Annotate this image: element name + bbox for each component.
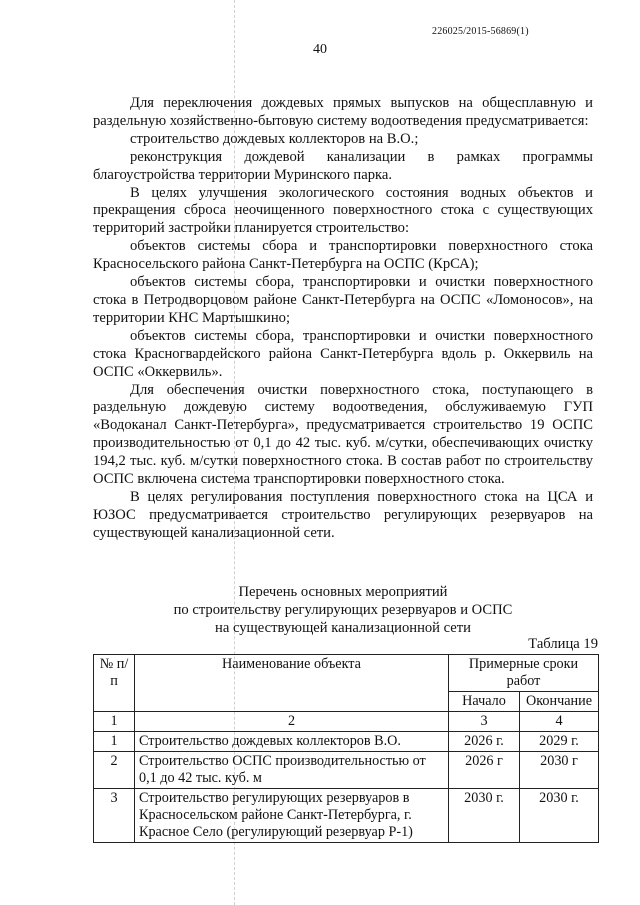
row-end: 2029 г. (520, 732, 599, 752)
row-end: 2030 г (520, 752, 599, 789)
page-number: 40 (313, 42, 327, 57)
table-column-numbers (94, 712, 599, 732)
paragraph: Для обеспечения очистки поверхностного стока, поступающего в раздельную дождевую систему водоотведения, обслуживаемую ГУП «Водоканал Санкт-Петербурга», предусматривается строительство 19 ОСПС производительностью от 0,1 до 42 тыс. куб. м/сутки, обеспечивающих очистку 194,2 тыс. куб. м/сутки поверхностного стока. В состав работ по строительству ОСПС включена система транспортировки поверхностного стока. (93, 381, 593, 488)
table-row (94, 789, 599, 843)
header-end: Окончание (520, 692, 599, 712)
document-number: 226025/2015-56869(1) (432, 26, 529, 37)
row-name: Строительство ОСПС производительностью от 0,1 до 42 тыс. куб. м (135, 752, 449, 789)
table-label: Таблица 19 (528, 636, 598, 652)
column-number: 4 (520, 712, 599, 732)
row-num: 1 (94, 732, 135, 752)
measures-table (93, 654, 599, 843)
paragraph: В целях регулирования поступления поверхностного стока на ЦСА и ЮЗОС предусматривается строительство регулирующих резервуаров на существующей канализационной сети. (93, 488, 593, 541)
row-start: 2026 г. (449, 732, 520, 752)
paragraph: строительство дождевых коллекторов на В.О.; (130, 130, 419, 147)
paragraph: объектов системы сбора, транспортировки и очистки поверхностного стока в Петродворцовом районе Санкт-Петербурга на ОСПС «Ломоносов», на территории КНС Мартышкино; (93, 274, 593, 326)
column-number: 1 (94, 712, 135, 732)
column-number: 2 (135, 712, 449, 732)
paragraph: объектов системы сбора и транспортировки поверхностного стока Красносельского района Санкт-Петербурга на ОСПС (КрСА); (93, 238, 593, 273)
table-header-row (94, 655, 599, 692)
paragraph: Для переключения дождевых прямых выпусков на общесплавную и раздельную хозяйственно-бытовую систему водоотведения предусматривается: (93, 95, 593, 129)
row-start: 2030 г. (449, 789, 520, 843)
list-title-line: на существующей канализационной сети (215, 620, 471, 636)
list-title-line: Перечень основных мероприятий (238, 584, 448, 600)
column-number: 3 (449, 712, 520, 732)
row-end: 2030 г. (520, 789, 599, 843)
row-num: 2 (94, 752, 135, 789)
row-num: 3 (94, 789, 135, 843)
table-row (94, 732, 599, 752)
list-title (93, 583, 593, 637)
list-title-line: по строительству регулирующих резервуаров и ОСПС (173, 602, 513, 618)
table-row (94, 752, 599, 789)
paragraph: реконструкция дождевой канализации в рамках программы благоустройства территории Муринского парка. (93, 148, 593, 183)
row-start: 2026 г (449, 752, 520, 789)
row-name: Строительство дождевых коллекторов В.О. (135, 732, 449, 752)
header-terms: Примерные сроки работ (449, 655, 599, 692)
paragraph: В целях улучшения экологического состояния водных объектов и прекращения сброса неочищенного поверхностного стока с существующих территорий застройки планируется строительство: (93, 184, 593, 237)
header-name: Наименование объекта (135, 655, 449, 712)
header-start: Начало (449, 692, 520, 712)
body-text (93, 95, 593, 543)
paragraph: объектов системы сбора, транспортировки и очистки поверхностного стока Красногвардейского района Санкт-Петербурга вдоль р. Оккервиль на ОСПС «Оккервиль». (93, 327, 593, 380)
header-num: № п/п (94, 655, 135, 712)
row-name: Строительство регулирующих резервуаров в Красносельском районе Санкт-Петербурга, г. Красное Село (регулирующий резервуар Р-1) (135, 789, 449, 843)
